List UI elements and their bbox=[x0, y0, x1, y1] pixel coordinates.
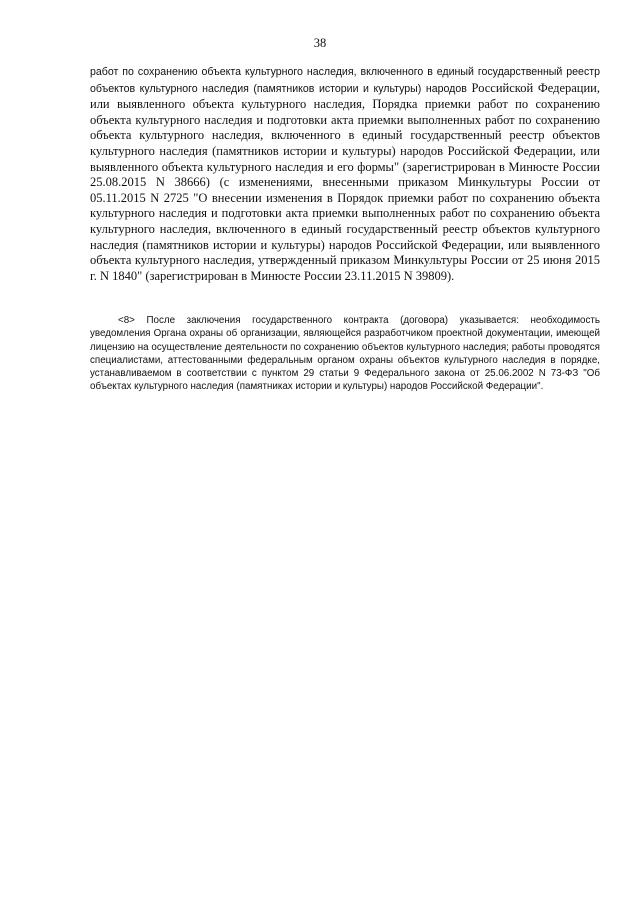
page-number: 38 bbox=[313, 36, 327, 50]
body-lead-fragment: работ по сохранению объекта культурного наследия, включенного в единый государственный реестр объектов культурного наследия (памятников истории и культуры) народов bbox=[90, 66, 600, 95]
body-paragraph-text: Российской Федерации, или выявленного объекта культурного наследия, Порядка приемки работ по сохранению объекта культурного наследия и подготовки акта приемки выполненных работ по сохранению объекта культурного наследия, включенного в единый государственный реестр объектов культурного наследия (памятников истории и культуры) народов Российской Федерации, или выявленного объекта культурного наследия и его формы" (зарегистрирован в Минюсте России 25.08.2015 N 38666) (с изменениями, внесенными приказом Минкультуры России от 05.11.2015 N 2725 "О внесении изменения в Порядок приемки работ по сохранению объекта культурного наследия и подготовки акта приемки выполненных работ по сохранению объекта культурного наследия, включенного в единый государственный реестр объектов культурного наследия (памятников истории и культуры) народов Российской Федерации, или выявленного объекта культурного наследия, утвержденный приказом Минкультуры России от 25 июня 2015 г. N 1840" (зарегистрирован в Минюсте России 23.11.2015 N 39809). bbox=[90, 80, 601, 283]
body-paragraph bbox=[90, 64, 600, 284]
footnote-8: <8> После заключения государственного контракта (договора) указывается: необходимость уведомления Органа охраны об организации, являющейся разработчиком проектной документации, имеющей лицензию на осуществление деятельности по сохранению объектов культурного наследия; работы проводятся специалистами, аттестованными федеральным органом охраны объектов культурного наследия в порядке, устанавливаемом в соответствии с пунктом 29 статьи 9 Федерального закона от 25.06.2002 N 73-ФЗ "Об объектах культурного наследия (памятниках истории и культуры) народов Российской Федерации". bbox=[90, 315, 600, 393]
